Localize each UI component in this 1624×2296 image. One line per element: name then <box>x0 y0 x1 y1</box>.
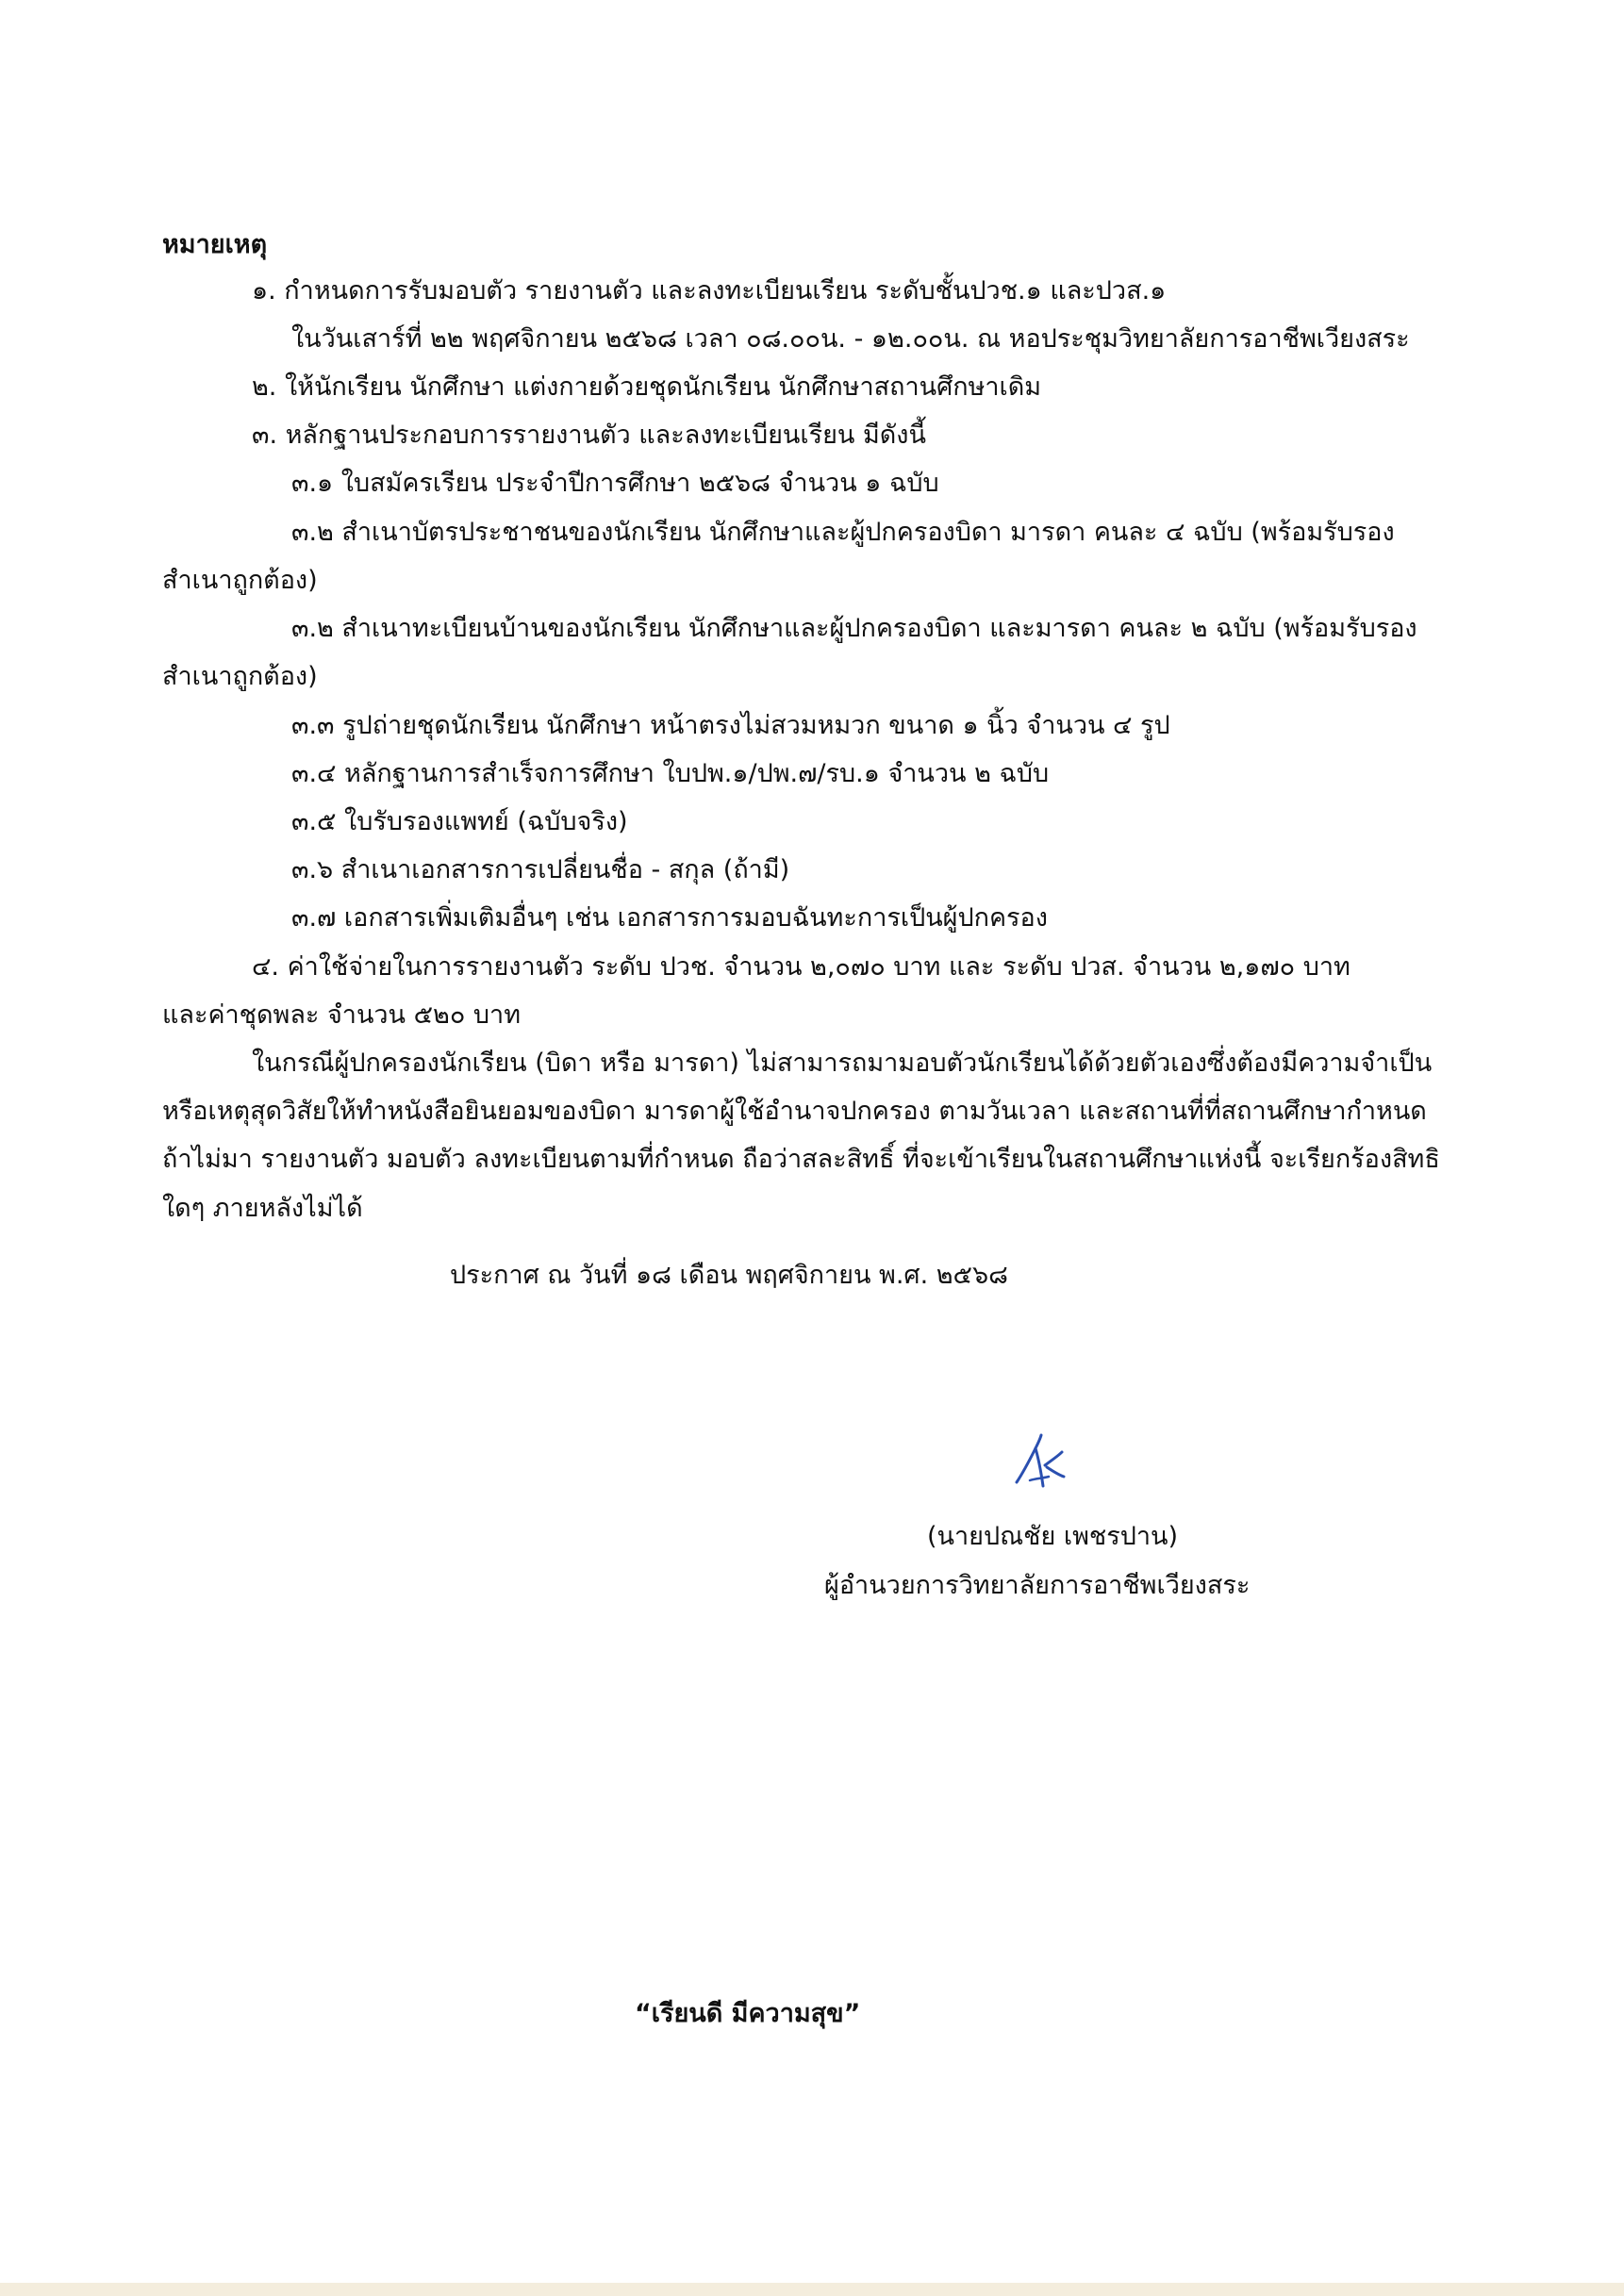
note-item-3-2a-continuation: สำเนาถูกต้อง) <box>162 566 318 595</box>
page-bottom-edge <box>0 2283 1624 2296</box>
guardian-clause-line-3: ถ้าไม่มา รายงานตัว มอบตัว ลงทะเบียนตามที่กำหนด ถือว่าสละสิทธิ์ ที่จะเข้าเรียนในสถานศึกษาแห่งนี้ จะเรียกร้องสิทธิ <box>162 1145 1440 1174</box>
note-item-3-2b-continuation: สำเนาถูกต้อง) <box>162 662 318 691</box>
note-item-3: ๓. หลักฐานประกอบการรายงานตัว และลงทะเบียนเรียน มีดังนี้ <box>252 421 926 450</box>
slogan: “เรียนดี มีความสุข” <box>635 1999 861 2028</box>
signer-name: (นายปณชัย เพชรปาน) <box>927 1522 1179 1551</box>
note-item-3-2a: ๓.๒ สำเนาบัตรประชาชนของนักเรียน นักศึกษาและผู้ปกครองบิดา มารดา คนละ ๔ ฉบับ (พร้อมรับรอง <box>291 518 1395 547</box>
note-item-2: ๒. ให้นักเรียน นักศึกษา แต่งกายด้วยชุดนักเรียน นักศึกษาสถานศึกษาเดิม <box>252 372 1042 402</box>
note-item-3-4: ๓.๔ หลักฐานการสำเร็จการศึกษา ใบปพ.๑/ปพ.๗/รบ.๑ จำนวน ๒ ฉบับ <box>291 759 1050 788</box>
note-item-1: ๑. กำหนดการรับมอบตัว รายงานตัว และลงทะเบียนเรียน ระดับชั้นปวช.๑ และปวส.๑ <box>252 276 1167 306</box>
note-item-3-5: ๓.๕ ใบรับรองแพทย์ (ฉบับจริง) <box>291 807 628 836</box>
signer-title: ผู้อำนวยการวิทยาลัยการอาชีพเวียงสระ <box>824 1571 1251 1600</box>
note-item-1-continuation: ในวันเสาร์ที่ ๒๒ พฤศจิกายน ๒๕๖๘ เวลา ๐๘.๐๐น. - ๑๒.๐๐น. ณ หอประชุมวิทยาลัยการอาชีพเวียงสระ <box>291 324 1410 354</box>
guardian-clause-line-2: หรือเหตุสุดวิสัยให้ทำหนังสือยินยอมของบิดา มารดาผู้ใช้อำนาจปกครอง ตามวันเวลา และสถานที่ที่สถานศึกษากำหนด <box>162 1097 1427 1126</box>
announcement-date: ประกาศ ณ วันที่ ๑๘ เดือน พฤศจิกายน พ.ศ. ๒๕๖๘ <box>450 1261 1008 1290</box>
note-item-4: ๔. ค่าใช้จ่ายในการรายงานตัว ระดับ ปวช. จำนวน ๒,๐๗๐ บาท และ ระดับ ปวส. จำนวน ๒,๑๗๐ บาท <box>252 952 1351 982</box>
note-item-3-6: ๓.๖ สำเนาเอกสารการเปลี่ยนชื่อ - สกุล (ถ้ามี) <box>291 855 790 884</box>
note-item-4-continuation: และค่าชุดพละ จำนวน ๕๒๐ บาท <box>162 1000 521 1030</box>
guardian-clause-line-4: ใดๆ ภายหลังไม่ได้ <box>162 1194 363 1223</box>
signature-image <box>1007 1424 1073 1499</box>
note-item-3-1: ๓.๑ ใบสมัครเรียน ประจำปีการศึกษา ๒๕๖๘ จำนวน ๑ ฉบับ <box>291 469 939 498</box>
note-item-3-2b: ๓.๒ สำเนาทะเบียนบ้านของนักเรียน นักศึกษาและผู้ปกครองบิดา และมารดา คนละ ๒ ฉบับ (พร้อมรับรอง <box>291 614 1417 643</box>
note-heading: หมายเหตุ <box>162 230 268 259</box>
note-item-3-7: ๓.๗ เอกสารเพิ่มเติมอื่นๆ เช่น เอกสารการมอบฉันทะการเป็นผู้ปกครอง <box>291 903 1048 933</box>
guardian-clause-line-1: ในกรณีผู้ปกครองนักเรียน (บิดา หรือ มารดา) ไม่สามารถมามอบตัวนักเรียนได้ด้วยตัวเองซึ่งต้องมีความจำเป็น <box>252 1049 1433 1078</box>
note-item-3-3: ๓.๓ รูปถ่ายชุดนักเรียน นักศึกษา หน้าตรงไม่สวมหมวก ขนาด ๑ นิ้ว จำนวน ๔ รูป <box>291 711 1170 740</box>
